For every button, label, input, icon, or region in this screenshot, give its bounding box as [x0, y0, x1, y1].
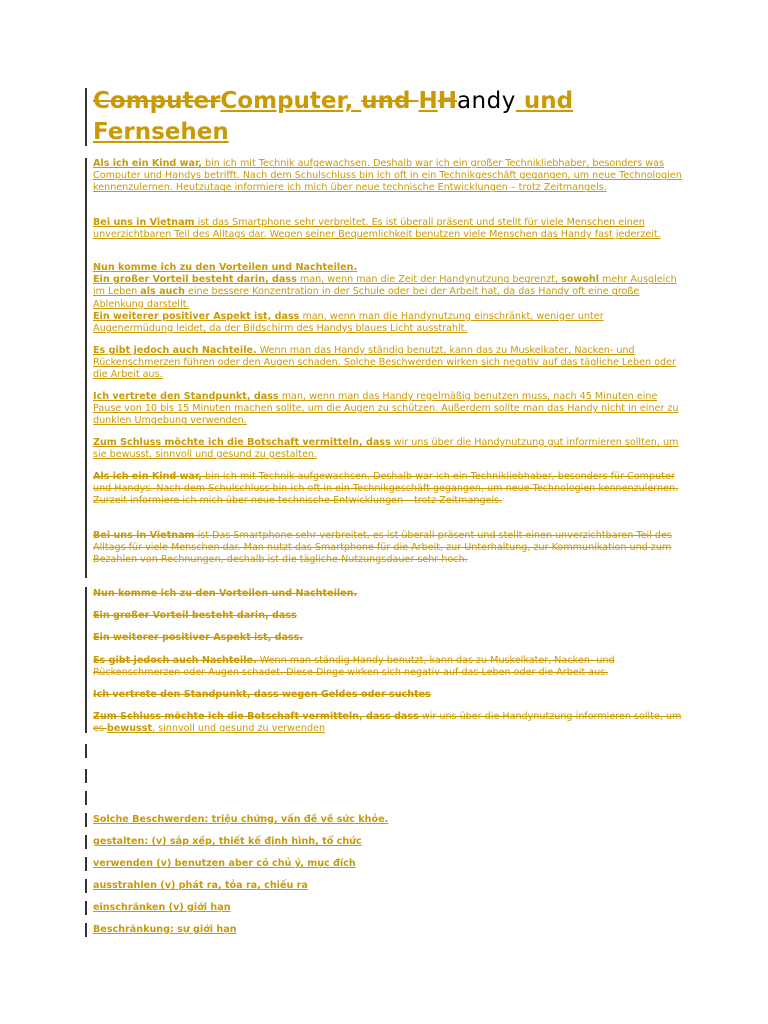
- title-deleted: H: [437, 88, 457, 114]
- paragraph-lead: Als ich ein Kind war,: [93, 158, 202, 169]
- vocab-item: [93, 902, 683, 914]
- paragraph-body: man, wenn man die Handynutzung einschränkt, weniger unter Augenermüdung leidet, da der Bildschirm des Handys blaues Licht ausstrahlt.: [93, 310, 604, 335]
- title-deleted: und: [361, 88, 419, 114]
- paragraph-body: , sinnvoll und gesund zu verwenden: [152, 723, 326, 735]
- paragraph-heading: Nun komme ich zu den Vorteilen und Nachteilen.: [93, 588, 358, 599]
- paragraph-lead: Ich vertrete den Standpunkt, dass: [93, 391, 279, 402]
- change-bar: [85, 587, 87, 733]
- paragraph-deleted: [93, 632, 683, 644]
- change-bar: [85, 769, 87, 783]
- paragraph-deleted: [93, 689, 683, 701]
- paragraph-lead: Es gibt jedoch auch Nachteile.: [93, 655, 257, 666]
- paragraph-lead: Zum Schluss möchte ich die Botschaft vermitteln, dass: [93, 437, 391, 448]
- paragraph-inserted: [93, 158, 683, 195]
- paragraph-bold: sowohl: [561, 274, 599, 286]
- paragraph-inserted: [93, 217, 683, 241]
- paragraph-lead: Ein weiterer positiver Aspekt ist, dass: [93, 310, 300, 322]
- paragraph-body: eine bessere Konzentration in der Schule oder bei der Arbeit hat, da das Handy oft eine große Ablenkung darstellt.: [93, 286, 640, 310]
- vocab-text: gestalten: (v) sắp xếp, thiết kế định hình, tổ chức: [93, 836, 362, 847]
- paragraph-lead: Bei uns in Vietnam: [93, 217, 195, 228]
- vocab-text: ausstrahlen (v) phát ra, tỏa ra, chiếu ra: [93, 880, 308, 891]
- vocab-item: [93, 858, 683, 870]
- paragraph-lead: Ein großer Vorteil besteht darin, dass: [93, 274, 297, 286]
- paragraph-lead: Als ich ein Kind war,: [93, 471, 202, 482]
- paragraph-lead: Zum Schluss möchte ich die Botschaft vermitteln, dass dass: [93, 711, 419, 722]
- vocab-text: verwenden (v) benutzen aber có chủ ý, mục đích: [93, 858, 356, 869]
- title-inserted: H: [418, 88, 438, 114]
- paragraph-deleted: [93, 530, 683, 567]
- paragraph-lead: Es gibt jedoch auch Nachteile.: [93, 345, 257, 356]
- vocab-text: einschränken (v) giới hạn: [93, 902, 231, 913]
- paragraph-body: man, wenn man das Handy regelmäßig benutzen muss, nach 45 Minuten eine Pause von 10 bis 15 Minuten machen sollte, um die Augen zu schützen. Außerdem sollte man das Handy nicht in einer zu dunklen Umgebung verwenden.: [93, 391, 679, 427]
- change-bar: [85, 835, 87, 849]
- vocab-text: Solche Beschwerden: triệu chứng, vấn đề về sức khỏe.: [93, 814, 389, 825]
- title-text: andy: [456, 88, 516, 114]
- change-bar: [85, 744, 87, 758]
- change-bar: [85, 879, 87, 893]
- paragraph-body: bin ich mit Technik aufgewachsen. Deshalb war ich ein Technikliebhaber, besonders für Computer und Handys. Nach dem Schulschluss bin ich oft in ein Technikgeschäft gegangen, um neue Technologien kennenzulernen. Zurzeit informiere ich mich über neue technische Entwicklungen – trotz Zeitmangels.: [93, 471, 679, 507]
- change-bar: [85, 901, 87, 915]
- paragraph-body: wir uns über die Handynutzung informieren sollte, um es: [93, 711, 682, 735]
- paragraph-body: ist Das Smartphone sehr verbreitet, es ist überall präsent und stellt einen unverzichtbaren Teil des Alltags für viele Menschen dar. Man nutzt das Smartphone für die Arbeit, zur Unterhaltung, zur Kommunikation und zum Bezahlen von Rechnungen, deshalb ist die tägliche Nutzungsdauer sehr hoch.: [93, 530, 672, 566]
- paragraph-inserted: [93, 262, 683, 335]
- paragraph-body: ist das Smartphone sehr verbreitet. Es ist überall präsent und stellt für viele Menschen einen unverzichtbaren Teil des Alltags dar. Wegen seiner Bequemlichkeit benutzen viele Menschen das Handy fast jederzeit.: [93, 217, 661, 241]
- paragraph-inserted: [93, 391, 683, 428]
- paragraph-body: Wenn man ständig Handy benutzt, kann das zu Muskelkater, Nacken- und Rückenschmerzen oder Augen schadet. Diese Dinge wirken sich negativ auf das Leben oder die Arbeit aus.: [93, 655, 615, 679]
- change-bar: [85, 857, 87, 871]
- change-bar: [85, 923, 87, 937]
- paragraph-inserted: [93, 345, 683, 382]
- document-title: [93, 86, 693, 148]
- paragraph-heading: Nun komme ich zu den Vorteilen und Nachteilen.: [93, 262, 358, 273]
- paragraph-heading: Ein weiterer positiver Aspekt ist, dass.: [93, 632, 304, 643]
- vocab-item: [93, 836, 683, 848]
- paragraph-lead: Bei uns in Vietnam: [93, 530, 195, 541]
- vocab-item: [93, 880, 683, 892]
- paragraph-body: wir uns über die Handynutzung gut informieren sollten, um sie bewusst, sinnvoll und gesund zu gestalten.: [93, 437, 679, 461]
- vocab-item: [93, 814, 683, 826]
- paragraph-inserted: [93, 437, 683, 461]
- vocab-item: [93, 924, 683, 936]
- paragraph-body: mehr Ausgleich im Leben: [93, 274, 677, 298]
- title-deleted: Computer: [93, 88, 221, 114]
- paragraph-deleted: [93, 588, 683, 600]
- paragraph-body: bin ich mit Technik aufgewachsen. Deshalb war ich ein großer Technikliebhaber, besonders was Computer und Handys betrifft. Nach dem Schulschluss bin ich oft in ein Technikgeschäft gegangen, um neue Technologien kennenzulernen. Heutzutage informiere ich mich über neue technische Entwicklungen – trotz Zeitmangels.: [93, 158, 682, 194]
- paragraph-body: man, wenn man die Zeit der Handynutzung begrenzt,: [296, 274, 562, 286]
- change-bar: [85, 158, 87, 578]
- change-bar: [85, 88, 87, 146]
- title-inserted: und: [515, 88, 574, 114]
- change-bar: [85, 813, 87, 827]
- paragraph-deleted: [93, 655, 683, 679]
- paragraph-bold: bewusst: [106, 723, 153, 735]
- title-inserted: Computer,: [220, 88, 362, 114]
- paragraph-heading: Ich vertrete den Standpunkt, dass wegen Geldes oder suchtes: [93, 689, 431, 700]
- paragraph-bold: als auch: [140, 286, 185, 298]
- paragraph-deleted: [93, 471, 683, 508]
- paragraph-deleted: [93, 610, 683, 622]
- paragraph-heading: Ein großer Vorteil besteht darin, dass: [93, 610, 297, 621]
- title-inserted: Fernsehen: [93, 119, 229, 145]
- change-bar: [85, 791, 87, 805]
- vocab-text: Beschränkung: sự giới hạn: [93, 924, 237, 935]
- paragraph-mixed: [93, 711, 683, 735]
- paragraph-body: Wenn man das Handy ständig benutzt, kann das zu Muskelkater, Nacken- und Rückenschmerzen führen oder den Augen schaden. Solche Beschwerden wirken sich negativ auf das tägliche Leben oder die Arbeit aus.: [93, 345, 676, 381]
